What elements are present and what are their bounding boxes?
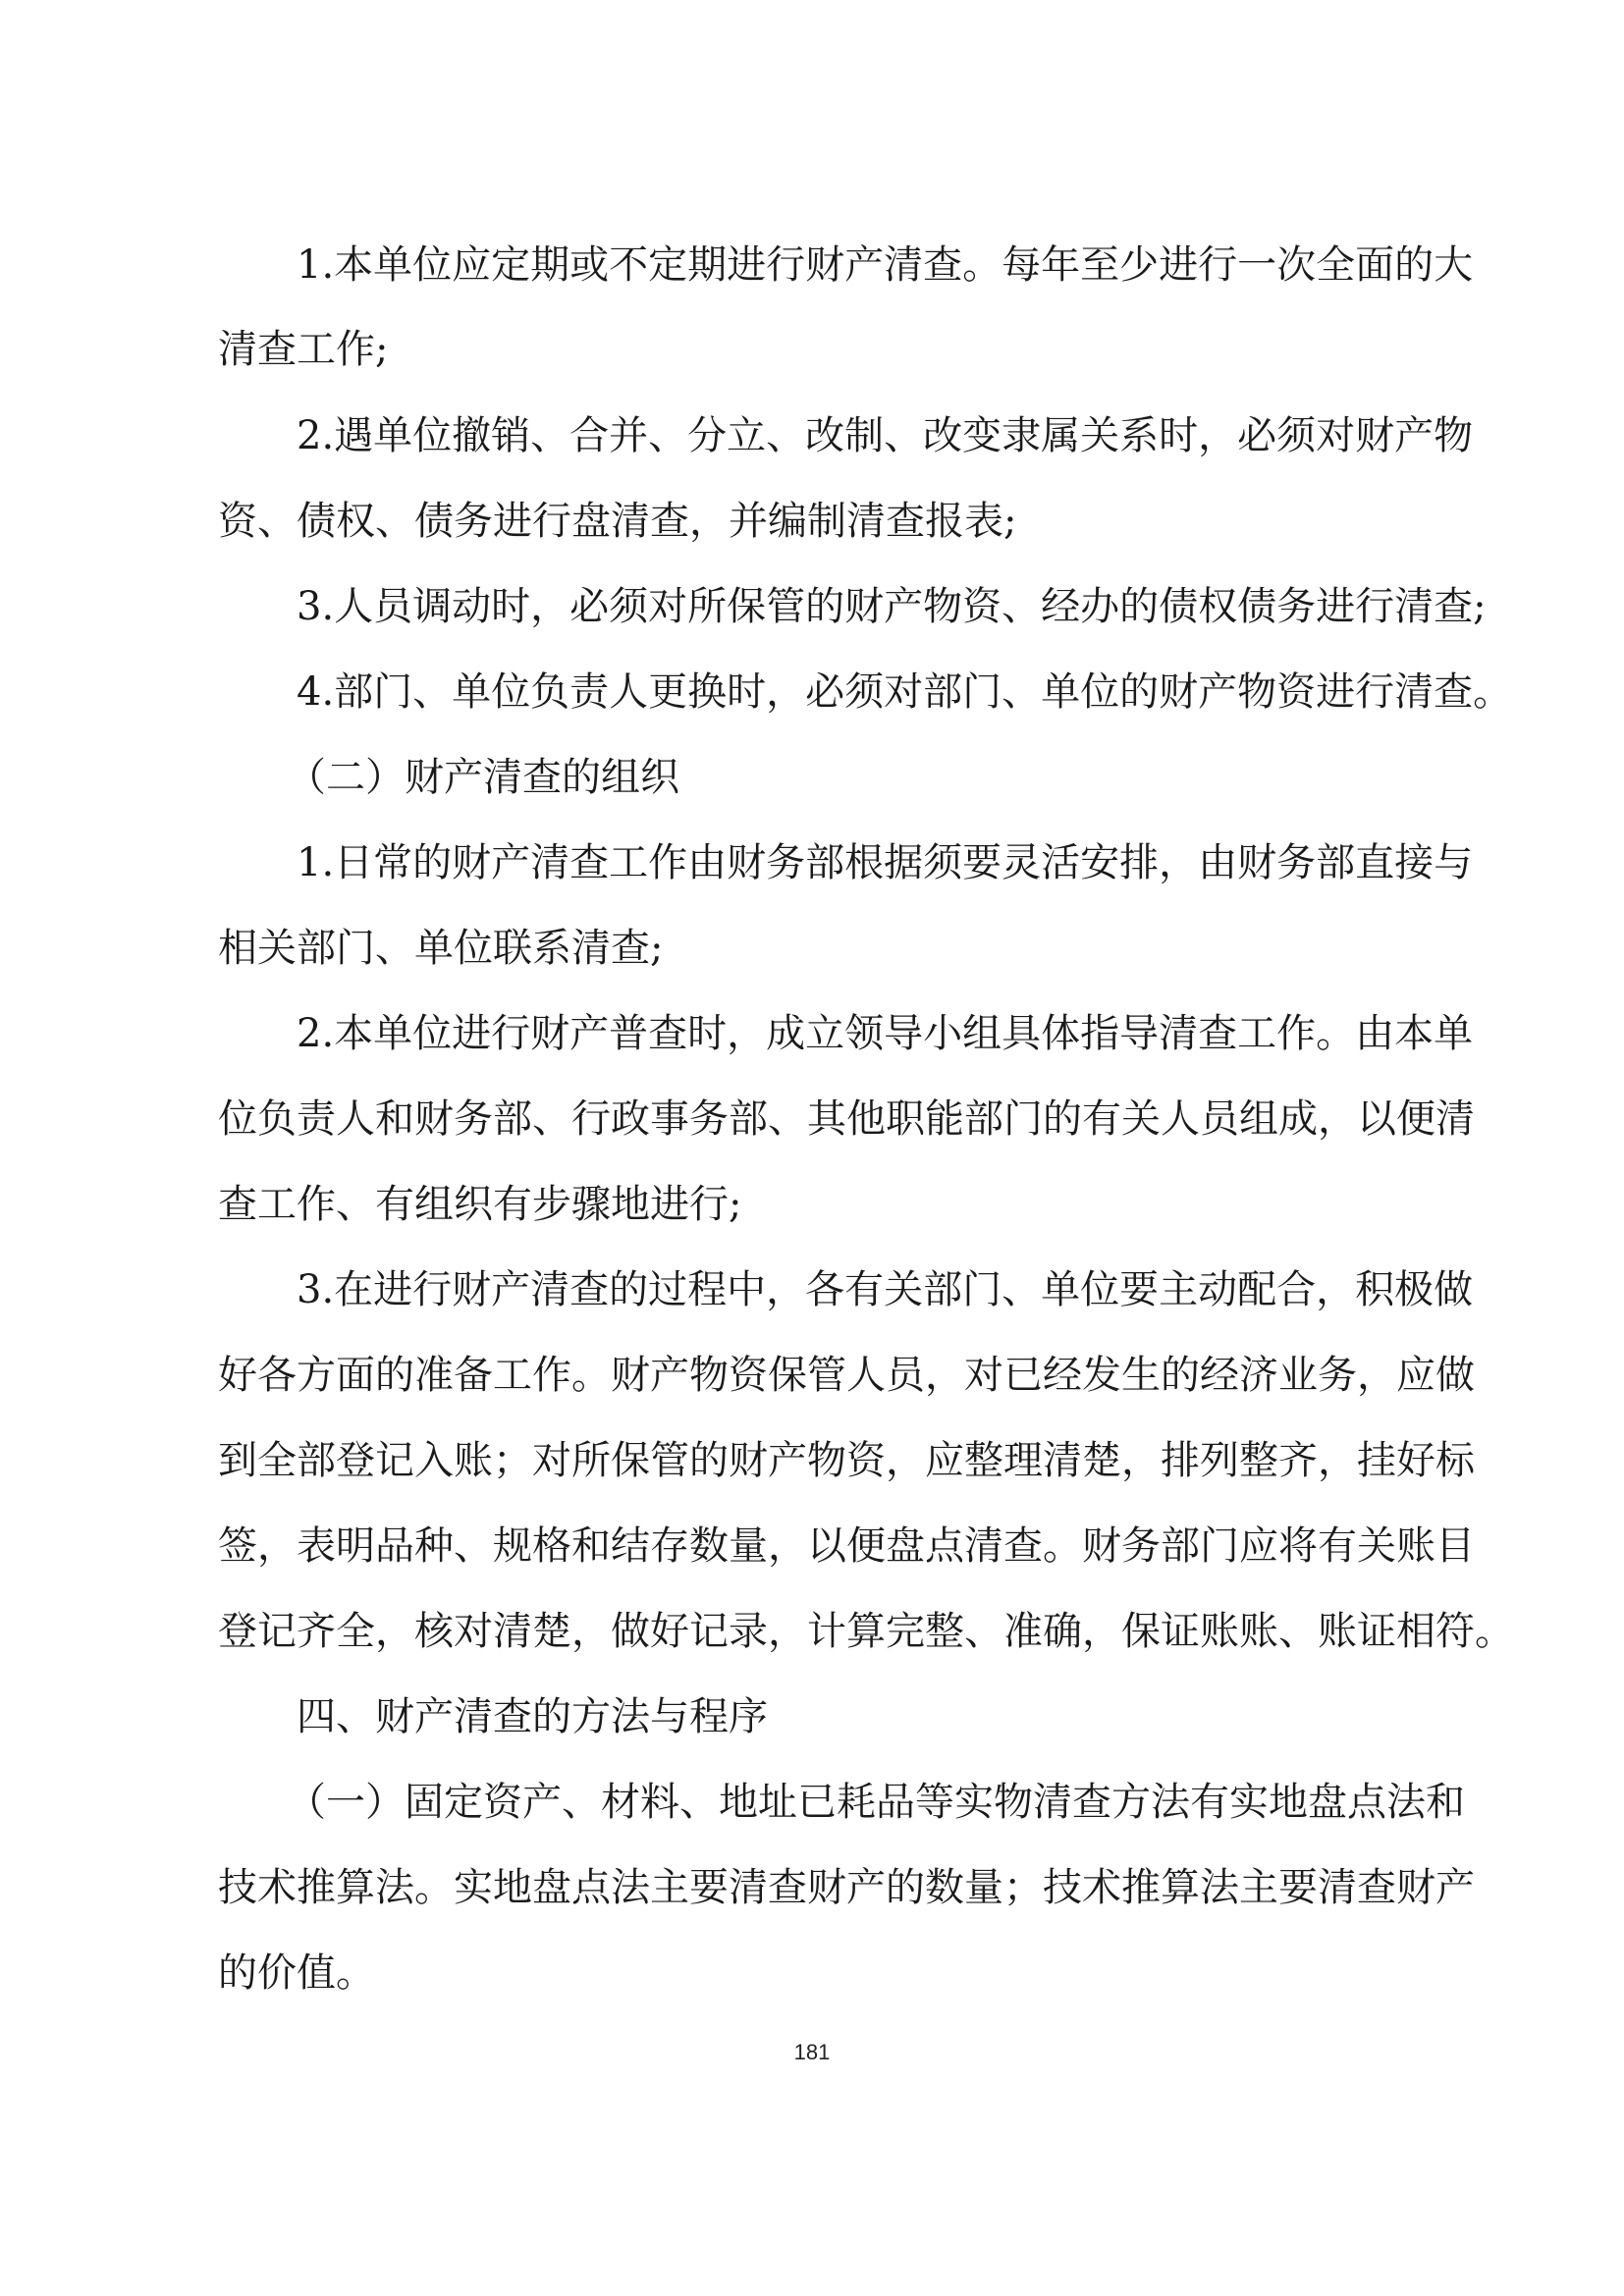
section-heading: 四、财产清查的方法与程序	[297, 1694, 768, 1739]
paragraph-line: 1.本单位应定期或不定期进行财产清查。每年至少进行一次全面的大	[297, 242, 1474, 288]
paragraph-line: 清查工作;	[218, 327, 389, 372]
paragraph-line: 好各方面的准备工作。财产物资保管人员，对已经发生的经济业务，应做	[218, 1353, 1475, 1398]
paragraph-line: 到全部登记入账；对所保管的财产物资，应整理清楚，排列整齐，挂好标	[218, 1438, 1475, 1483]
paragraph-line: 的价值。	[218, 1950, 375, 1996]
paragraph-line: 签，表明品种、规格和结存数量，以便盘点清查。财务部门应将有关账目	[218, 1523, 1475, 1569]
section-heading: （二）财产清查的组织	[287, 755, 679, 800]
paragraph-line: 位负责人和财务部、行政事务部、其他职能部门的有关人员组成，以便清	[218, 1096, 1475, 1142]
paragraph-line: 2.遇单位撤销、合并、分立、改制、改变隶属关系时，必须对财产物	[297, 413, 1474, 458]
paragraph-line: 4.部门、单位负责人更换时，必须对部门、单位的财产物资进行清查。	[297, 669, 1513, 715]
paragraph-line: 3.在进行财产清查的过程中，各有关部门、单位要主动配合，积极做	[297, 1267, 1474, 1312]
paragraph-line: 技术推算法。实地盘点法主要清查财产的数量；技术推算法主要清查财产	[218, 1865, 1475, 1910]
paragraph-line: 相关部门、单位联系清查;	[218, 926, 664, 971]
paragraph-line: 2.本单位进行财产普查时，成立领导小组具体指导清查工作。由本单	[297, 1011, 1474, 1056]
paragraph-line: （一）固定资产、材料、地址已耗品等实物清查方法有实地盘点法和	[287, 1780, 1465, 1825]
paragraph-line: 登记齐全，核对清楚，做好记录，计算完整、准确，保证账账、账证相符。	[218, 1609, 1514, 1654]
paragraph-line: 1.日常的财产清查工作由财务部根据须要灵活安排，由财务部直接与	[297, 840, 1474, 885]
paragraph-line: 查工作、有组织有步骤地进行;	[218, 1182, 742, 1227]
paragraph-line: 3.人员调动时，必须对所保管的财产物资、经办的债权债务进行清查;	[297, 584, 1487, 629]
page-number: 181	[793, 2040, 831, 2064]
paragraph-line: 资、债权、债务进行盘清查，并编制清查报表;	[218, 499, 1017, 544]
